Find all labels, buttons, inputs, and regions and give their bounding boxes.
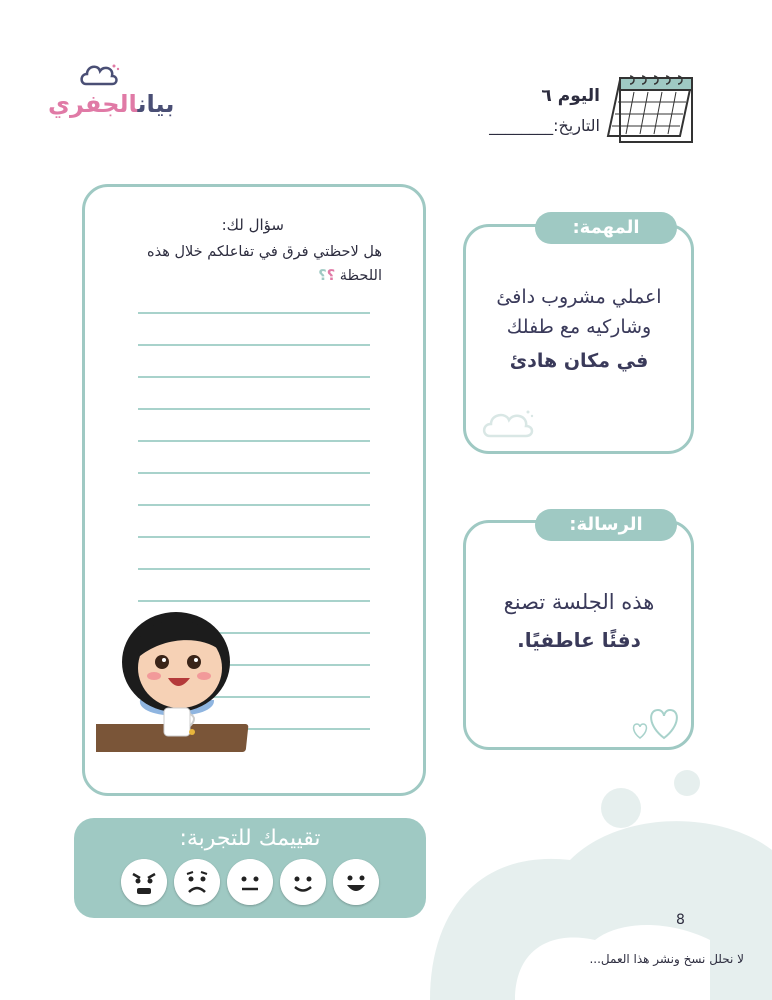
answer-line bbox=[138, 440, 370, 442]
message-bold-text: دفئًا عاطفيًا. bbox=[517, 628, 641, 652]
task-tag: المهمة: bbox=[535, 212, 677, 244]
question-marks-icon: ؟؟ bbox=[318, 268, 336, 284]
answer-line bbox=[138, 376, 370, 378]
background-bubble-small bbox=[674, 770, 700, 796]
task-text: اعملي مشروب دافئ وشاركيه مع طفلك bbox=[496, 286, 662, 338]
background-bubble-large bbox=[601, 788, 641, 828]
cloud-decoration-icon bbox=[480, 402, 536, 442]
page-number: 8 bbox=[676, 912, 685, 928]
date-field[interactable]: التاريخ:________ bbox=[489, 116, 600, 135]
answer-line bbox=[138, 536, 370, 538]
angry-face-icon[interactable] bbox=[121, 859, 167, 905]
answer-line bbox=[138, 568, 370, 570]
answer-line bbox=[138, 504, 370, 506]
question-label: سؤال لك: bbox=[221, 216, 284, 234]
sad-face-icon[interactable] bbox=[174, 859, 220, 905]
answer-line bbox=[138, 312, 370, 314]
answer-line bbox=[138, 344, 370, 346]
background-heart-shape bbox=[420, 790, 772, 1000]
logo-part1: بيان bbox=[137, 90, 175, 118]
calendar-icon bbox=[606, 74, 696, 144]
neutral-face-icon[interactable] bbox=[227, 859, 273, 905]
hearts-decoration-icon bbox=[628, 700, 686, 742]
child-with-cup-illustration bbox=[96, 596, 264, 756]
message-text: هذه الجلسة تصنع bbox=[503, 590, 655, 614]
answer-line bbox=[138, 408, 370, 410]
rating-title: تقييمك للتجربة: bbox=[179, 826, 321, 851]
logo-part2: الجفري bbox=[48, 90, 138, 118]
smile-face-icon[interactable] bbox=[280, 859, 326, 905]
message-tag: الرسالة: bbox=[535, 509, 677, 541]
answer-line bbox=[138, 472, 370, 474]
question-text bbox=[120, 240, 382, 288]
task-bold-text: في مكان هادئ bbox=[509, 350, 649, 372]
question-text-content: هل لاحظتي فرق في تفاعلكم خلال هذه اللحظة bbox=[147, 244, 382, 284]
logo-text bbox=[48, 90, 174, 118]
cloud-logo-icon bbox=[78, 60, 120, 88]
day-title: اليوم ٦ bbox=[541, 86, 600, 106]
copyright-notice: لا نحلل نسخ ونشر هذا العمل... bbox=[589, 952, 744, 966]
happy-face-icon[interactable] bbox=[333, 859, 379, 905]
